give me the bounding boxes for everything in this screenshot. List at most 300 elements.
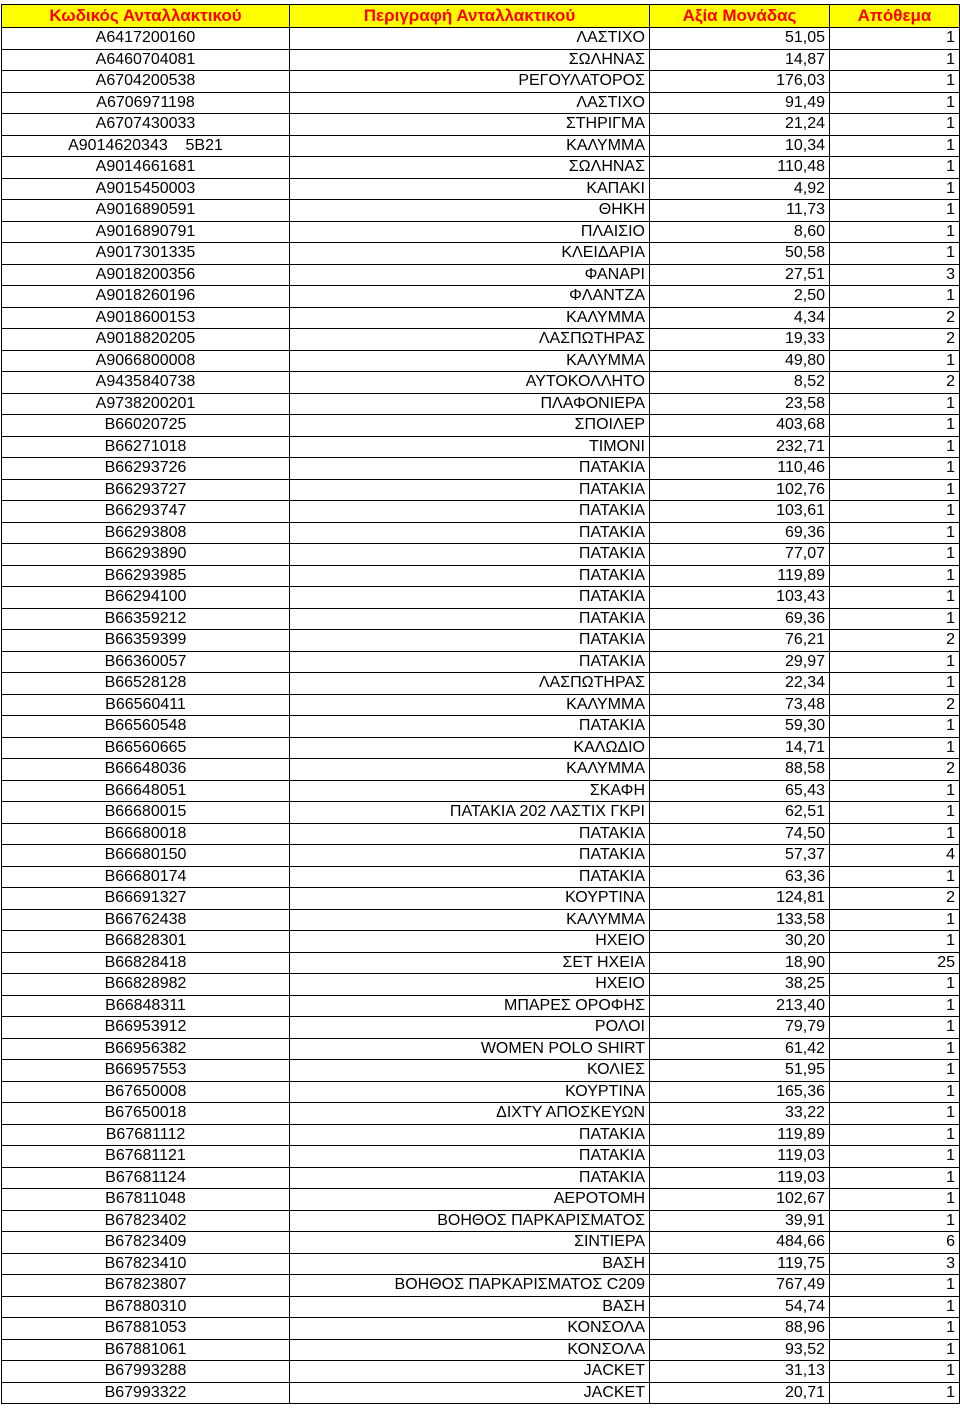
stock-cell: 1 <box>830 221 960 243</box>
unit-value-cell: 38,25 <box>650 974 830 996</box>
table-row <box>2 630 960 652</box>
part-description-cell: ΠΑΤΑΚΙΑ <box>290 651 650 673</box>
table-row <box>2 243 960 265</box>
unit-value-cell: 102,76 <box>650 479 830 501</box>
table-row <box>2 737 960 759</box>
unit-value-cell: 88,96 <box>650 1318 830 1340</box>
table-row <box>2 1081 960 1103</box>
unit-value-cell: 54,74 <box>650 1296 830 1318</box>
unit-value-cell: 19,33 <box>650 329 830 351</box>
unit-value-cell: 88,58 <box>650 759 830 781</box>
part-code-cell: B66956382 <box>2 1038 290 1060</box>
table-row <box>2 866 960 888</box>
part-description-cell: ΛΑΣΠΩΤΗΡΑΣ <box>290 329 650 351</box>
part-code-cell: B66359212 <box>2 608 290 630</box>
stock-cell: 1 <box>830 479 960 501</box>
part-code-cell: B66560411 <box>2 694 290 716</box>
stock-cell: 3 <box>830 264 960 286</box>
part-description-cell: ΑΕΡΟΤΟΜΗ <box>290 1189 650 1211</box>
part-code-cell: B67823409 <box>2 1232 290 1254</box>
part-description-cell: ΦΑΝΑΡΙ <box>290 264 650 286</box>
stock-cell: 1 <box>830 522 960 544</box>
part-code-cell: B66293808 <box>2 522 290 544</box>
table-row <box>2 522 960 544</box>
part-code-cell: A9016890791 <box>2 221 290 243</box>
part-code-cell: B66271018 <box>2 436 290 458</box>
part-description-cell: ΚΑΛΥΜΜΑ <box>290 909 650 931</box>
stock-cell: 2 <box>830 694 960 716</box>
unit-value-cell: 22,34 <box>650 673 830 695</box>
table-row <box>2 1167 960 1189</box>
unit-value-cell: 73,48 <box>650 694 830 716</box>
part-description-cell: ΚΑΛΥΜΜΑ <box>290 759 650 781</box>
part-description-cell: ΣΩΛΗΝΑΣ <box>290 157 650 179</box>
part-code-cell: B67823410 <box>2 1253 290 1275</box>
part-code-cell: B66762438 <box>2 909 290 931</box>
part-description-cell: ΚΑΛΥΜΜΑ <box>290 350 650 372</box>
table-row <box>2 651 960 673</box>
unit-value-cell: 50,58 <box>650 243 830 265</box>
table-row <box>2 1189 960 1211</box>
part-description-cell: ΔΙΧΤΥ ΑΠΟΣΚΕΥΩΝ <box>290 1103 650 1125</box>
part-code-cell: B66360057 <box>2 651 290 673</box>
table-row <box>2 436 960 458</box>
part-code-cell: B67681112 <box>2 1124 290 1146</box>
part-code-cell: B66828418 <box>2 952 290 974</box>
stock-cell: 1 <box>830 823 960 845</box>
table-row <box>2 286 960 308</box>
part-code-cell: A9066800008 <box>2 350 290 372</box>
table-row <box>2 1361 960 1383</box>
table-row <box>2 1339 960 1361</box>
table-row <box>2 1038 960 1060</box>
table-row <box>2 372 960 394</box>
stock-cell: 1 <box>830 737 960 759</box>
part-description-cell: ΣΠΟΙΛΕΡ <box>290 415 650 437</box>
table-row <box>2 49 960 71</box>
part-code-cell: B66293726 <box>2 458 290 480</box>
stock-cell: 1 <box>830 178 960 200</box>
unit-value-cell: 76,21 <box>650 630 830 652</box>
unit-value-cell: 91,49 <box>650 92 830 114</box>
part-code-cell: A9018820205 <box>2 329 290 351</box>
header-part-code: Κωδικός Ανταλλακτικού <box>2 5 290 28</box>
unit-value-cell: 69,36 <box>650 608 830 630</box>
table-row <box>2 329 960 351</box>
unit-value-cell: 57,37 <box>650 845 830 867</box>
unit-value-cell: 74,50 <box>650 823 830 845</box>
part-description-cell: ΠΑΤΑΚΙΑ <box>290 1124 650 1146</box>
part-code-cell: B66953912 <box>2 1017 290 1039</box>
stock-cell: 1 <box>830 565 960 587</box>
unit-value-cell: 77,07 <box>650 544 830 566</box>
part-description-cell: ΠΑΤΑΚΙΑ <box>290 716 650 738</box>
stock-cell: 1 <box>830 1189 960 1211</box>
table-row <box>2 71 960 93</box>
part-description-cell: ΠΑΤΑΚΙΑ <box>290 608 650 630</box>
unit-value-cell: 119,89 <box>650 1124 830 1146</box>
unit-value-cell: 8,60 <box>650 221 830 243</box>
stock-cell: 4 <box>830 845 960 867</box>
unit-value-cell: 59,30 <box>650 716 830 738</box>
part-code-cell: B66680174 <box>2 866 290 888</box>
unit-value-cell: 79,79 <box>650 1017 830 1039</box>
part-code-cell: A6460704081 <box>2 49 290 71</box>
table-row <box>2 931 960 953</box>
table-row <box>2 1318 960 1340</box>
table-row <box>2 221 960 243</box>
part-description-cell: ΜΠΑΡΕΣ ΟΡΟΦΗΣ <box>290 995 650 1017</box>
part-code-cell: B67993322 <box>2 1382 290 1404</box>
part-code-cell: B67811048 <box>2 1189 290 1211</box>
unit-value-cell: 119,03 <box>650 1146 830 1168</box>
stock-cell: 1 <box>830 995 960 1017</box>
stock-cell: 2 <box>830 329 960 351</box>
part-description-cell: ΛΑΣΤΙΧΟ <box>290 92 650 114</box>
part-description-cell: ΣΙΝΤΙΕΡΑ <box>290 1232 650 1254</box>
part-code-cell: B66848311 <box>2 995 290 1017</box>
stock-cell: 1 <box>830 243 960 265</box>
part-description-cell: ΒΟΗΘΟΣ ΠΑΡΚΑΡΙΣΜΑΤΟΣ <box>290 1210 650 1232</box>
part-code-cell: A9018600153 <box>2 307 290 329</box>
part-code-cell: B67823807 <box>2 1275 290 1297</box>
table-row <box>2 350 960 372</box>
unit-value-cell: 119,03 <box>650 1167 830 1189</box>
stock-cell: 1 <box>830 1103 960 1125</box>
part-code-cell: B67881061 <box>2 1339 290 1361</box>
part-description-cell: ΚΟΝΣΟΛΑ <box>290 1339 650 1361</box>
part-description-cell: ΒΑΣΗ <box>290 1296 650 1318</box>
part-code-cell: A9017301335 <box>2 243 290 265</box>
unit-value-cell: 30,20 <box>650 931 830 953</box>
part-code-cell: A9738200201 <box>2 393 290 415</box>
part-code-cell: B66359399 <box>2 630 290 652</box>
table-row <box>2 974 960 996</box>
stock-cell: 2 <box>830 307 960 329</box>
part-code-cell: B66293890 <box>2 544 290 566</box>
part-code-cell: A6706971198 <box>2 92 290 114</box>
stock-cell: 1 <box>830 71 960 93</box>
unit-value-cell: 65,43 <box>650 780 830 802</box>
part-description-cell: ΚΑΛΥΜΜΑ <box>290 307 650 329</box>
table-row <box>2 1060 960 1082</box>
part-code-cell: A9014620343 5B21 <box>2 135 290 157</box>
stock-cell: 1 <box>830 1296 960 1318</box>
part-code-cell: A9015450003 <box>2 178 290 200</box>
stock-cell: 1 <box>830 1167 960 1189</box>
unit-value-cell: 51,95 <box>650 1060 830 1082</box>
table-row <box>2 1017 960 1039</box>
parts-table <box>1 4 960 1404</box>
stock-cell: 1 <box>830 651 960 673</box>
stock-cell: 1 <box>830 114 960 136</box>
unit-value-cell: 31,13 <box>650 1361 830 1383</box>
unit-value-cell: 33,22 <box>650 1103 830 1125</box>
table-row <box>2 909 960 931</box>
part-description-cell: ΚΟΛΙΕΣ <box>290 1060 650 1082</box>
table-row <box>2 264 960 286</box>
part-description-cell: ΣΚΑΦΗ <box>290 780 650 802</box>
part-description-cell: ΣΕΤ ΗΧΕΙΑ <box>290 952 650 974</box>
stock-cell: 1 <box>830 1017 960 1039</box>
part-description-cell: ΣΩΛΗΝΑΣ <box>290 49 650 71</box>
unit-value-cell: 63,36 <box>650 866 830 888</box>
stock-cell: 1 <box>830 1124 960 1146</box>
part-description-cell: ΠΑΤΑΚΙΑ <box>290 522 650 544</box>
part-code-cell: A9016890591 <box>2 200 290 222</box>
stock-cell: 1 <box>830 286 960 308</box>
part-description-cell: ΤΙΜΟΝΙ <box>290 436 650 458</box>
stock-cell: 1 <box>830 393 960 415</box>
table-row <box>2 952 960 974</box>
part-description-cell: JACKET <box>290 1361 650 1383</box>
part-code-cell: B66680015 <box>2 802 290 824</box>
stock-cell: 1 <box>830 157 960 179</box>
table-row <box>2 157 960 179</box>
stock-cell: 1 <box>830 92 960 114</box>
part-description-cell: ΠΑΤΑΚΙΑ <box>290 565 650 587</box>
unit-value-cell: 14,87 <box>650 49 830 71</box>
unit-value-cell: 2,50 <box>650 286 830 308</box>
table-row <box>2 415 960 437</box>
part-description-cell: ΠΑΤΑΚΙΑ <box>290 1167 650 1189</box>
unit-value-cell: 61,42 <box>650 1038 830 1060</box>
part-code-cell: B67650008 <box>2 1081 290 1103</box>
stock-cell: 1 <box>830 1318 960 1340</box>
stock-cell: 1 <box>830 49 960 71</box>
table-row <box>2 28 960 50</box>
part-description-cell: ΘΗΚΗ <box>290 200 650 222</box>
part-code-cell: B66560665 <box>2 737 290 759</box>
part-code-cell: B66957553 <box>2 1060 290 1082</box>
table-row <box>2 673 960 695</box>
table-row <box>2 307 960 329</box>
unit-value-cell: 8,52 <box>650 372 830 394</box>
table-row <box>2 694 960 716</box>
part-description-cell: ΚΛΕΙΔΑΡΙΑ <box>290 243 650 265</box>
part-description-cell: ΚΟΥΡΤΙΝΑ <box>290 888 650 910</box>
stock-cell: 1 <box>830 866 960 888</box>
stock-cell: 1 <box>830 458 960 480</box>
header-row <box>2 5 960 28</box>
part-description-cell: ΚΑΠΑΚΙ <box>290 178 650 200</box>
table-row <box>2 587 960 609</box>
part-code-cell: A6704200538 <box>2 71 290 93</box>
part-description-cell: ΠΑΤΑΚΙΑ <box>290 479 650 501</box>
stock-cell: 1 <box>830 1382 960 1404</box>
stock-cell: 1 <box>830 1210 960 1232</box>
unit-value-cell: 14,71 <box>650 737 830 759</box>
table-row <box>2 1382 960 1404</box>
part-code-cell: B66560548 <box>2 716 290 738</box>
stock-cell: 1 <box>830 1081 960 1103</box>
part-code-cell: A9014661681 <box>2 157 290 179</box>
part-code-cell: A9018200356 <box>2 264 290 286</box>
table-row <box>2 888 960 910</box>
part-description-cell: ΣΤΗΡΙΓΜΑ <box>290 114 650 136</box>
stock-cell: 1 <box>830 415 960 437</box>
unit-value-cell: 119,75 <box>650 1253 830 1275</box>
part-code-cell: B67681121 <box>2 1146 290 1168</box>
stock-cell: 1 <box>830 135 960 157</box>
part-description-cell: JACKET <box>290 1382 650 1404</box>
table-row <box>2 501 960 523</box>
part-code-cell: A9435840738 <box>2 372 290 394</box>
unit-value-cell: 69,36 <box>650 522 830 544</box>
part-description-cell: ΗΧΕΙΟ <box>290 974 650 996</box>
part-description-cell: ΠΑΤΑΚΙΑ <box>290 630 650 652</box>
table-row <box>2 1146 960 1168</box>
part-description-cell: ΡΕΓΟΥΛΑΤΟΡΟΣ <box>290 71 650 93</box>
part-code-cell: B66294100 <box>2 587 290 609</box>
table-row <box>2 200 960 222</box>
stock-cell: 2 <box>830 630 960 652</box>
unit-value-cell: 232,71 <box>650 436 830 458</box>
part-description-cell: ΠΑΤΑΚΙΑ <box>290 501 650 523</box>
unit-value-cell: 21,24 <box>650 114 830 136</box>
unit-value-cell: 4,92 <box>650 178 830 200</box>
part-code-cell: B66680150 <box>2 845 290 867</box>
part-description-cell: ΠΑΤΑΚΙΑ <box>290 823 650 845</box>
unit-value-cell: 403,68 <box>650 415 830 437</box>
stock-cell: 1 <box>830 544 960 566</box>
unit-value-cell: 213,40 <box>650 995 830 1017</box>
unit-value-cell: 133,58 <box>650 909 830 931</box>
table-row <box>2 995 960 1017</box>
part-code-cell: A9018260196 <box>2 286 290 308</box>
part-description-cell: ΠΑΤΑΚΙΑ <box>290 587 650 609</box>
part-description-cell: ΒΑΣΗ <box>290 1253 650 1275</box>
part-description-cell: ΠΑΤΑΚΙΑ <box>290 458 650 480</box>
stock-cell: 1 <box>830 1275 960 1297</box>
unit-value-cell: 23,58 <box>650 393 830 415</box>
unit-value-cell: 4,34 <box>650 307 830 329</box>
header-part-description: Περιγραφή Ανταλλακτικού <box>290 5 650 28</box>
part-description-cell: ΠΛΑΦΟΝΙΕΡΑ <box>290 393 650 415</box>
stock-cell: 2 <box>830 759 960 781</box>
unit-value-cell: 103,43 <box>650 587 830 609</box>
table-row <box>2 802 960 824</box>
part-code-cell: B67881053 <box>2 1318 290 1340</box>
table-row <box>2 1296 960 1318</box>
part-code-cell: B67823402 <box>2 1210 290 1232</box>
table-row <box>2 565 960 587</box>
table-row <box>2 780 960 802</box>
part-description-cell: ΚΟΝΣΟΛΑ <box>290 1318 650 1340</box>
stock-cell: 1 <box>830 200 960 222</box>
stock-cell: 1 <box>830 673 960 695</box>
stock-cell: 6 <box>830 1232 960 1254</box>
unit-value-cell: 110,48 <box>650 157 830 179</box>
part-description-cell: ΚΑΛΩΔΙΟ <box>290 737 650 759</box>
part-code-cell: B67650018 <box>2 1103 290 1125</box>
part-code-cell: B66648051 <box>2 780 290 802</box>
header-unit-value: Αξία Μονάδας <box>650 5 830 28</box>
stock-cell: 1 <box>830 350 960 372</box>
table-row <box>2 1275 960 1297</box>
table-row <box>2 393 960 415</box>
stock-cell: 1 <box>830 28 960 50</box>
part-description-cell: WOMEN POLO SHIRT <box>290 1038 650 1060</box>
table-row <box>2 823 960 845</box>
part-description-cell: ΠΑΤΑΚΙΑ <box>290 845 650 867</box>
stock-cell: 1 <box>830 974 960 996</box>
unit-value-cell: 20,71 <box>650 1382 830 1404</box>
table-row <box>2 92 960 114</box>
part-description-cell: ΡΟΛΟΙ <box>290 1017 650 1039</box>
part-code-cell: B66293727 <box>2 479 290 501</box>
part-description-cell: ΗΧΕΙΟ <box>290 931 650 953</box>
stock-cell: 2 <box>830 372 960 394</box>
table-row <box>2 1232 960 1254</box>
unit-value-cell: 103,61 <box>650 501 830 523</box>
unit-value-cell: 124,81 <box>650 888 830 910</box>
stock-cell: 1 <box>830 716 960 738</box>
part-code-cell: B66020725 <box>2 415 290 437</box>
part-description-cell: ΚΑΛΥΜΜΑ <box>290 694 650 716</box>
stock-cell: 1 <box>830 501 960 523</box>
table-row <box>2 178 960 200</box>
part-description-cell: ΠΑΤΑΚΙΑ <box>290 866 650 888</box>
stock-cell: 1 <box>830 608 960 630</box>
stock-cell: 1 <box>830 1038 960 1060</box>
unit-value-cell: 49,80 <box>650 350 830 372</box>
part-description-cell: ΠΑΤΑΚΙΑ 202 ΛΑΣΤΙΧ ΓΚΡΙ <box>290 802 650 824</box>
unit-value-cell: 93,52 <box>650 1339 830 1361</box>
table-row <box>2 114 960 136</box>
unit-value-cell: 165,36 <box>650 1081 830 1103</box>
part-description-cell: ΛΑΣΠΩΤΗΡΑΣ <box>290 673 650 695</box>
part-description-cell: ΦΛΑΝΤΖΑ <box>290 286 650 308</box>
unit-value-cell: 39,91 <box>650 1210 830 1232</box>
unit-value-cell: 119,89 <box>650 565 830 587</box>
unit-value-cell: 767,49 <box>650 1275 830 1297</box>
unit-value-cell: 51,05 <box>650 28 830 50</box>
table-row <box>2 608 960 630</box>
unit-value-cell: 10,34 <box>650 135 830 157</box>
unit-value-cell: 102,67 <box>650 1189 830 1211</box>
stock-cell: 1 <box>830 1339 960 1361</box>
part-code-cell: B66691327 <box>2 888 290 910</box>
stock-cell: 2 <box>830 888 960 910</box>
part-code-cell: B67681124 <box>2 1167 290 1189</box>
part-code-cell: A6417200160 <box>2 28 290 50</box>
unit-value-cell: 62,51 <box>650 802 830 824</box>
part-code-cell: B66293747 <box>2 501 290 523</box>
unit-value-cell: 27,51 <box>650 264 830 286</box>
table-row <box>2 1124 960 1146</box>
stock-cell: 1 <box>830 1060 960 1082</box>
stock-cell: 1 <box>830 931 960 953</box>
table-row <box>2 845 960 867</box>
part-code-cell: B67880310 <box>2 1296 290 1318</box>
stock-cell: 1 <box>830 802 960 824</box>
unit-value-cell: 18,90 <box>650 952 830 974</box>
part-description-cell: ΠΑΤΑΚΙΑ <box>290 1146 650 1168</box>
table-row <box>2 458 960 480</box>
stock-cell: 1 <box>830 587 960 609</box>
part-code-cell: B66293985 <box>2 565 290 587</box>
stock-cell: 1 <box>830 909 960 931</box>
part-code-cell: B67993288 <box>2 1361 290 1383</box>
part-description-cell: ΠΑΤΑΚΙΑ <box>290 544 650 566</box>
table-row <box>2 1103 960 1125</box>
part-description-cell: ΑΥΤΟΚΟΛΛΗΤΟ <box>290 372 650 394</box>
table-row <box>2 716 960 738</box>
stock-cell: 1 <box>830 1361 960 1383</box>
table-row <box>2 135 960 157</box>
stock-cell: 25 <box>830 952 960 974</box>
